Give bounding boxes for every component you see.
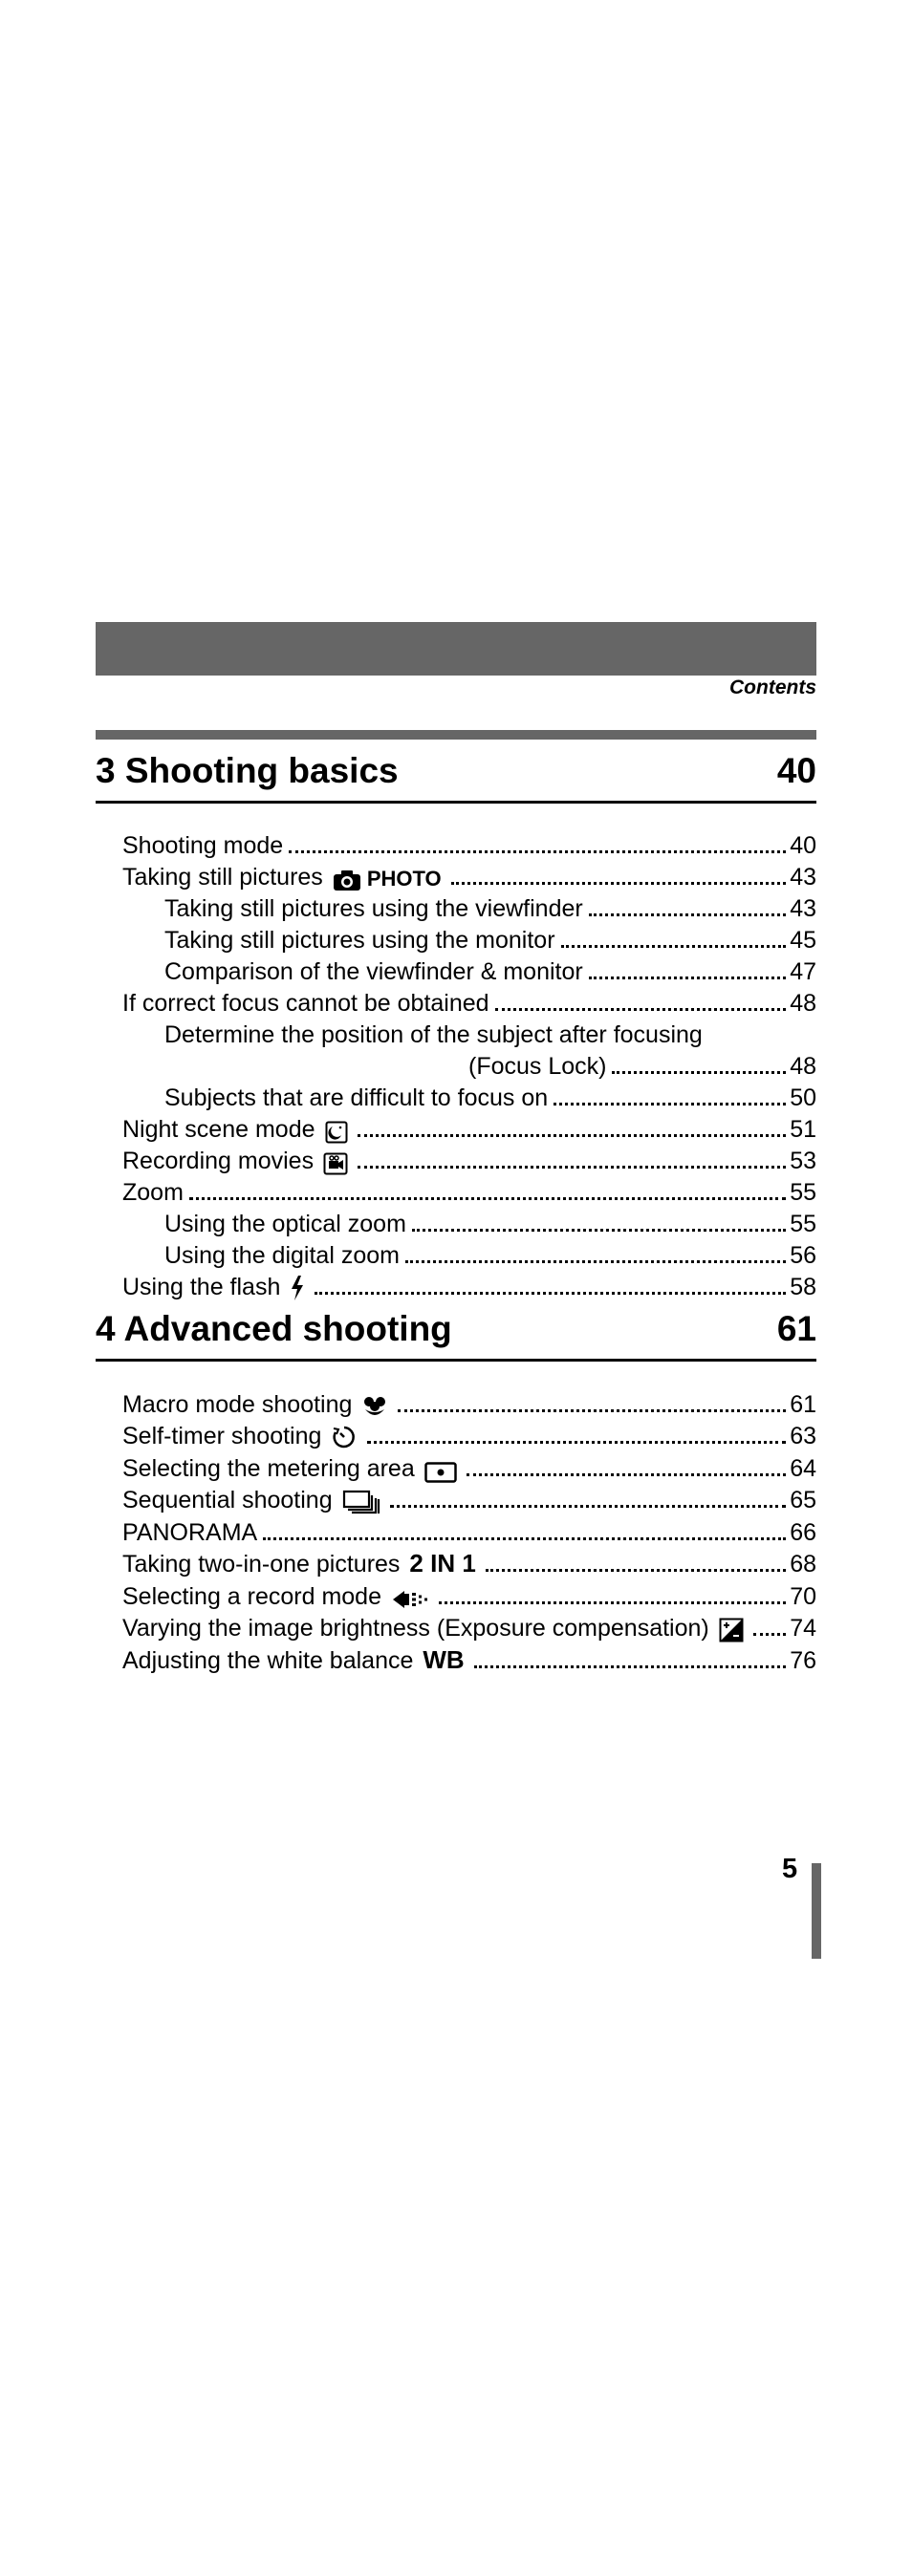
toc-entry-two-in-one[interactable]: [96, 1547, 816, 1579]
toc-entry-text: Shooting mode: [122, 832, 284, 859]
dot-leader: [561, 945, 786, 948]
toc-entry-page: 43: [790, 864, 816, 891]
toc-entry-page: 64: [790, 1454, 816, 1482]
section-rule: [96, 730, 816, 740]
toc-entry-text: Determine the position of the subject after focusing: [164, 1021, 703, 1048]
section-title: 3 Shooting basics: [96, 751, 399, 790]
toc-entry-page: 76: [790, 1646, 816, 1674]
dot-leader: [554, 1103, 786, 1106]
toc-entry-page: 51: [790, 1116, 816, 1143]
toc-entry-zoom[interactable]: [96, 1175, 816, 1207]
toc-entry-text: If correct focus cannot be obtained: [122, 990, 489, 1017]
toc-entry-record-mode[interactable]: [96, 1578, 816, 1611]
toc-entry-sequential[interactable]: [96, 1483, 816, 1515]
dot-leader: [358, 1166, 786, 1169]
side-tab: [812, 1863, 821, 1959]
toc-entry-page: 53: [790, 1148, 816, 1174]
toc-entry-page: 43: [790, 895, 816, 922]
dot-leader: [612, 1071, 786, 1074]
two-in-one-label: 2 IN 1: [409, 1549, 476, 1578]
header-bar: [96, 622, 816, 676]
dot-leader: [474, 1665, 786, 1668]
toc-entry-text: Comparison of the viewfinder & monitor: [164, 958, 583, 985]
page-number: 5: [782, 1854, 798, 1884]
dot-leader: [412, 1229, 786, 1232]
photo-mode-label: PHOTO: [366, 867, 442, 891]
section-page: 40: [776, 751, 816, 790]
toc-entry-text: Taking two-in-one pictures: [122, 1551, 401, 1578]
spot-metering-icon: [424, 1462, 457, 1483]
toc-entry-movies[interactable]: [96, 1144, 816, 1175]
dot-leader: [315, 1292, 786, 1295]
white-balance-label: WB: [423, 1644, 465, 1674]
exposure-icon: [719, 1618, 744, 1642]
toc-entry-viewfinder[interactable]: [96, 891, 816, 923]
toc-entry-text: Night scene mode: [122, 1116, 315, 1143]
toc-entry-text: Using the digital zoom: [164, 1242, 400, 1269]
dot-leader: [358, 1134, 786, 1137]
toc-list: [96, 804, 816, 1301]
dot-leader: [753, 1633, 786, 1636]
toc-entry-focus[interactable]: [96, 986, 816, 1018]
dot-leader: [390, 1505, 786, 1508]
toc-entry-macro[interactable]: [96, 1386, 816, 1419]
section-page: 61: [776, 1309, 816, 1348]
toc-entry-page: 63: [790, 1423, 816, 1449]
section-title: 4 Advanced shooting: [96, 1309, 452, 1348]
dot-leader: [495, 1008, 786, 1011]
dot-leader: [263, 1537, 786, 1540]
flash-icon: [290, 1275, 305, 1301]
toc-entry-text: Varying the image brightness (Exposure compensation): [122, 1615, 709, 1642]
toc-entry-page: 47: [790, 958, 816, 985]
toc-entry-focus-lock-line2[interactable]: [96, 1049, 816, 1081]
night-scene-icon: [325, 1121, 348, 1144]
toc-entry-night-scene[interactable]: [96, 1112, 816, 1144]
toc-entry-exposure[interactable]: [96, 1611, 816, 1643]
dot-leader: [467, 1473, 786, 1476]
toc-entry-page: 56: [790, 1242, 816, 1269]
record-mode-icon: [391, 1588, 429, 1611]
contents-label: Contents: [729, 676, 816, 698]
toc-entry-page: 66: [790, 1518, 816, 1546]
sequential-icon: [342, 1490, 380, 1514]
toc-entry-page: 65: [790, 1487, 816, 1513]
toc-entry-page: 70: [790, 1582, 816, 1610]
toc-entry-page: 58: [790, 1274, 816, 1300]
toc-entry-metering[interactable]: [96, 1450, 816, 1483]
section-header: [96, 1309, 816, 1362]
toc-entry-text: PANORAMA: [122, 1518, 258, 1546]
toc-entry-page: 50: [790, 1084, 816, 1111]
toc-entry-page: 48: [790, 990, 816, 1017]
toc-entry-digital-zoom[interactable]: [96, 1238, 816, 1270]
toc-entry-panorama[interactable]: [96, 1514, 816, 1547]
toc-entry-text: Taking still pictures using the viewfinder: [164, 895, 583, 922]
toc-entry-text: Subjects that are difficult to focus on: [164, 1084, 549, 1111]
toc-entry-focus-lock-line1[interactable]: [96, 1018, 816, 1049]
toc-entry-difficult-subjects[interactable]: [96, 1081, 816, 1112]
toc-entry-flash[interactable]: [96, 1270, 816, 1301]
dot-leader: [189, 1197, 786, 1200]
section-3: [96, 730, 816, 1301]
toc-entry-page: 45: [790, 927, 816, 954]
toc-entry-page: 55: [790, 1211, 816, 1237]
toc-entry-page: 48: [790, 1053, 816, 1080]
dot-leader: [589, 913, 786, 916]
toc-list: [96, 1362, 816, 1675]
toc-entry-comparison[interactable]: [96, 955, 816, 986]
toc-entry-text: Sequential shooting: [122, 1487, 333, 1513]
toc-entry-page: 55: [790, 1179, 816, 1206]
toc-entry-text: Taking still pictures using the monitor: [164, 927, 555, 954]
toc-entry-text: Selecting a record mode: [122, 1582, 381, 1610]
toc-entry-optical-zoom[interactable]: [96, 1207, 816, 1238]
toc-entry-self-timer[interactable]: [96, 1419, 816, 1451]
toc-entry-text: Zoom: [122, 1179, 184, 1206]
toc-entry-page: 74: [790, 1615, 816, 1642]
dot-leader: [451, 882, 786, 885]
self-timer-icon: [331, 1424, 358, 1450]
toc-entry-white-balance[interactable]: [96, 1642, 816, 1675]
macro-icon: [361, 1394, 388, 1419]
dot-leader: [589, 977, 786, 979]
toc-entry-text: Taking still pictures: [122, 864, 323, 891]
section-4: [96, 1309, 816, 1675]
toc-entry-text: Recording movies: [122, 1148, 315, 1174]
toc-entry-page: 68: [790, 1551, 816, 1578]
movie-icon: [323, 1152, 348, 1175]
dot-leader: [405, 1260, 786, 1263]
toc-entry-text: Adjusting the white balance: [122, 1646, 414, 1674]
toc-entry-text: Using the optical zoom: [164, 1211, 406, 1237]
toc-entry-text: Self-timer shooting: [122, 1423, 322, 1449]
toc-entry-taking-still-pictures[interactable]: [96, 860, 816, 891]
toc-entry-shooting-mode[interactable]: [96, 828, 816, 860]
toc-entry-monitor[interactable]: [96, 923, 816, 955]
toc-entry-text: Macro mode shooting: [122, 1390, 353, 1418]
dot-leader: [439, 1601, 786, 1604]
toc-entry-text: (Focus Lock): [468, 1053, 607, 1080]
toc-entry-text: Selecting the metering area: [122, 1454, 415, 1482]
dot-leader: [486, 1569, 786, 1572]
toc-entry-page: 61: [790, 1390, 816, 1418]
section-header: [96, 751, 816, 804]
dot-leader: [289, 850, 786, 853]
toc-entry-page: 40: [790, 832, 816, 859]
camera-icon: [333, 869, 361, 891]
dot-leader: [367, 1441, 786, 1444]
toc-entry-text: Using the flash: [122, 1274, 281, 1300]
dot-leader: [398, 1409, 786, 1412]
